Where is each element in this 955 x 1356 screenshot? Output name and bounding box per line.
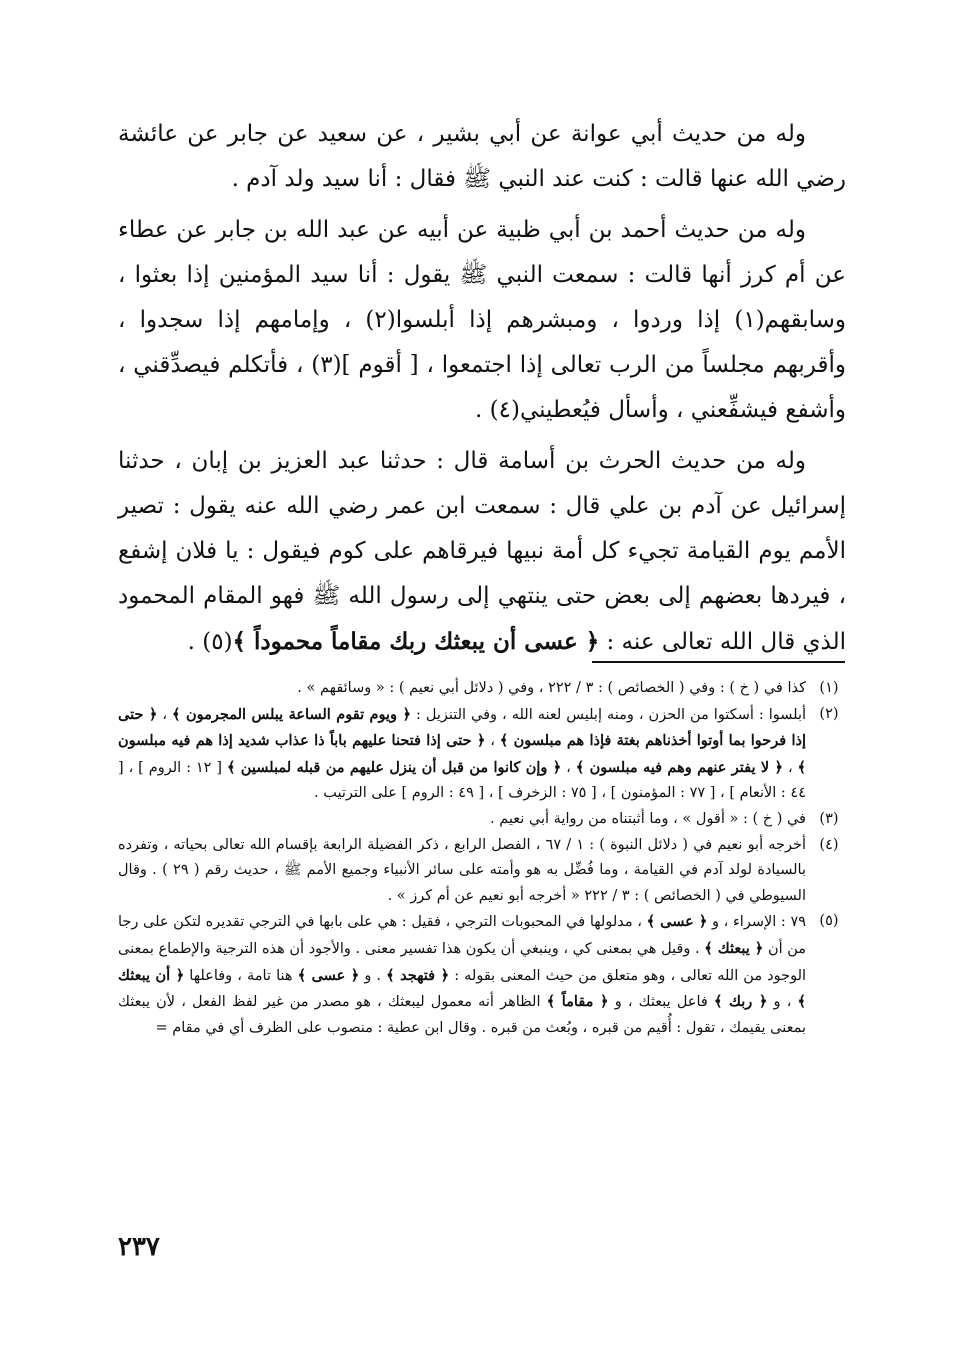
paragraph-3-end: (٥) . xyxy=(187,629,233,655)
quran-quote: ﴿ ويوم تقوم الساعة يبلس المجرمون ﴾ xyxy=(172,705,411,723)
footnote-segment: ، xyxy=(787,759,793,776)
footnote-1 xyxy=(118,676,852,702)
footnote-separator xyxy=(592,661,845,663)
quran-quote: ﴿ عسى ﴾ xyxy=(646,913,708,931)
footnote-number: (١) xyxy=(819,680,839,696)
paragraph-3-text: وله من حديث الحرث بن أسامة قال : حدثنا عبد العزيز بن إبان ، حدثنا إسرائيل عن آدم بن علي قال : سمعت ابن عمر رضي الله عنه يقول : تصير الأمم يوم القيامة تجيء كل أمة نبيها فيرقاهم على كوم فيقول : يا فلان إشفع ، فيردها بعضهم إلى بعض حتى ينتهي إلى رسول الله ﷺ فهو المقام المحمود الذي قال الله تعالى عنه : xyxy=(118,448,846,655)
quran-quote: ﴿ فتهجد ﴾ xyxy=(386,966,450,984)
quran-quote: ﴿ ربك ﴾ xyxy=(713,993,768,1011)
footnote-text xyxy=(118,702,806,807)
footnote-number: (٥) xyxy=(819,913,839,930)
footnote-segment: فاعل يبعثك ، و xyxy=(614,994,708,1011)
footnote-segment: ، xyxy=(490,733,495,750)
page-number: ٢٣٧ xyxy=(118,1232,160,1262)
footnote-segment: [ ١٢ : الروم ] ، [ ٤٤ : الأنعام ] ، [ ٧٧ : المؤمنون ] ، [ ٧٥ : الزخرف ] ، [ ٤٩ : الروم ] على الترتيب . xyxy=(118,759,806,802)
paragraph-1: وله من حديث أبي عوانة عن أبي بشير ، عن سعيد عن جابر عن عائشة رضي الله عنها قالت : كنت عند النبي ﷺ فقال : أنا سيد ولد آدم . xyxy=(118,121,846,192)
footnote-text: في ( خ ) : « أقول » ، وما أثبتناه من رواية أبي نعيم . xyxy=(490,810,806,827)
footnote-number: (٤) xyxy=(819,836,839,853)
footnote-5 xyxy=(118,909,852,1041)
quran-quote: ﴿ وإن كانوا من قبل أن ينزل عليهم من قبله لمبلسين ﴾ xyxy=(226,758,562,776)
quran-quote: ﴿ مقاماً ﴾ xyxy=(546,993,609,1011)
footnote-text: كذا في ( خ ) : وفي ( الخصائص ) : ٣ / ٢٢٢ ، وفي ( دلائل أبي نعيم ) : « وسائقهم » . xyxy=(297,680,806,696)
quran-quote: ﴿ عسى ﴾ xyxy=(297,966,360,984)
footnote-text xyxy=(118,909,806,1041)
paragraph-2: وله من حديث أحمد بن أبي ظبية عن أبيه عن عبد الله بن جابر عن عطاء عن أم كرز أنها قالت : سمعت النبي ﷺ يقول : أنا سيد المؤمنين إذا بعثوا ، وسابقهم(١) إذا وردوا ، ومبشرهم إذا أبلسوا(٢) ، وإمامهم إذا سجدوا ، وأقربهم مجلساً من الرب تعالى إذا اجتمعوا ، [ أقوم ](٣) ، فأتكلم فيصدِّقني ، وأشفع فيشفِّعني ، وأسأل فيُعطيني(٤) . xyxy=(118,217,846,423)
footnote-2 xyxy=(118,702,852,807)
quran-quote: ﴿ لا يفتر عنهم وهم فيه مبلسون ﴾ xyxy=(575,758,784,776)
quran-quote: ﴿ أن يبعثك ﴾ xyxy=(118,966,807,1011)
footnote-segment: الظاهر أنه معمول ليبعثك ، هو مصدر من غير لفظ الفعل ، لأن يبعثك بمعنى يقيمك ، تقول : أُقيم من قبره ، وبُعث من قبره . وقال ابن عطية : منصوب على الظرف أي في مقام = xyxy=(118,994,806,1036)
paragraph-3 xyxy=(118,439,846,665)
quran-quote: ﴿ عسى أن يبعثك ربك مقاماً محموداً ﴾ xyxy=(232,628,600,655)
footnote-number: (٢) xyxy=(819,705,839,722)
quran-quote: ﴿ يبعثك ﴾ xyxy=(704,939,764,957)
footnote-segment: ، مدلولها في المحبوبات الترجي ، فقيل : هي على بابها في الترجي تقديره لتكن على رجا من أن xyxy=(118,914,807,957)
quran-quote: ﴿ حتى إذا فتحنا عليهم باباً ذا عذاب شديد إذا هم فيه مبلسون ﴾ xyxy=(118,732,807,776)
footnote-segment: ، xyxy=(162,706,168,723)
footnote-segment: ٧٩ : الإسراء ، و xyxy=(712,914,807,931)
footnote-4 xyxy=(118,833,852,910)
footnote-text: أخرجه أبو نعيم في ( دلائل النبوة ) : ١ / ٦٧ ، الفصل الرابع ، ذكر الفضيلة الرابعة بإقسام الله تعالى بحياته ، وتفرده بالسيادة لولد آدم في القيامة ، وما فُضِّل به هو وأمته على سائر الأنبياء وجميع الأمم ﷺ ، حديث رقم ( ٢٩ ) . وقال السيوطي في ( الخصائص ) : ٣ / ٢٢٢ « أخرجه أبو نعيم عن أم كرز » . xyxy=(118,836,806,904)
footnote-segment: أبلسوا : أسكتوا من الحزن ، ومنه إبليس لعنه الله ، وفي التنزيل : xyxy=(415,706,807,723)
quran-quote: ﴿ حتى إذا فرحوا بما أوتوا أخذناهم بغتة فإذا هم مبلسون ﴾ xyxy=(118,705,807,750)
footnote-segment: ، xyxy=(566,759,571,776)
footnotes xyxy=(118,676,852,1041)
main-text xyxy=(118,112,846,671)
footnote-segment: . وقيل هي بمعنى كي ، وينبغي أن يكون هذا تفسير معنى . والأجود أن هذه الترجية والإطماع بمعنى الوجود من الله تعالى ، وهو متعلق من حيث المعنى بقوله : xyxy=(118,940,807,984)
footnote-number: (٣) xyxy=(819,810,839,827)
footnote-segment: هنا تامة ، وفاعلها xyxy=(189,967,293,984)
footnote-segment: ، و xyxy=(773,994,792,1011)
footnote-3 xyxy=(118,807,852,833)
footnote-segment: . و xyxy=(364,967,382,984)
